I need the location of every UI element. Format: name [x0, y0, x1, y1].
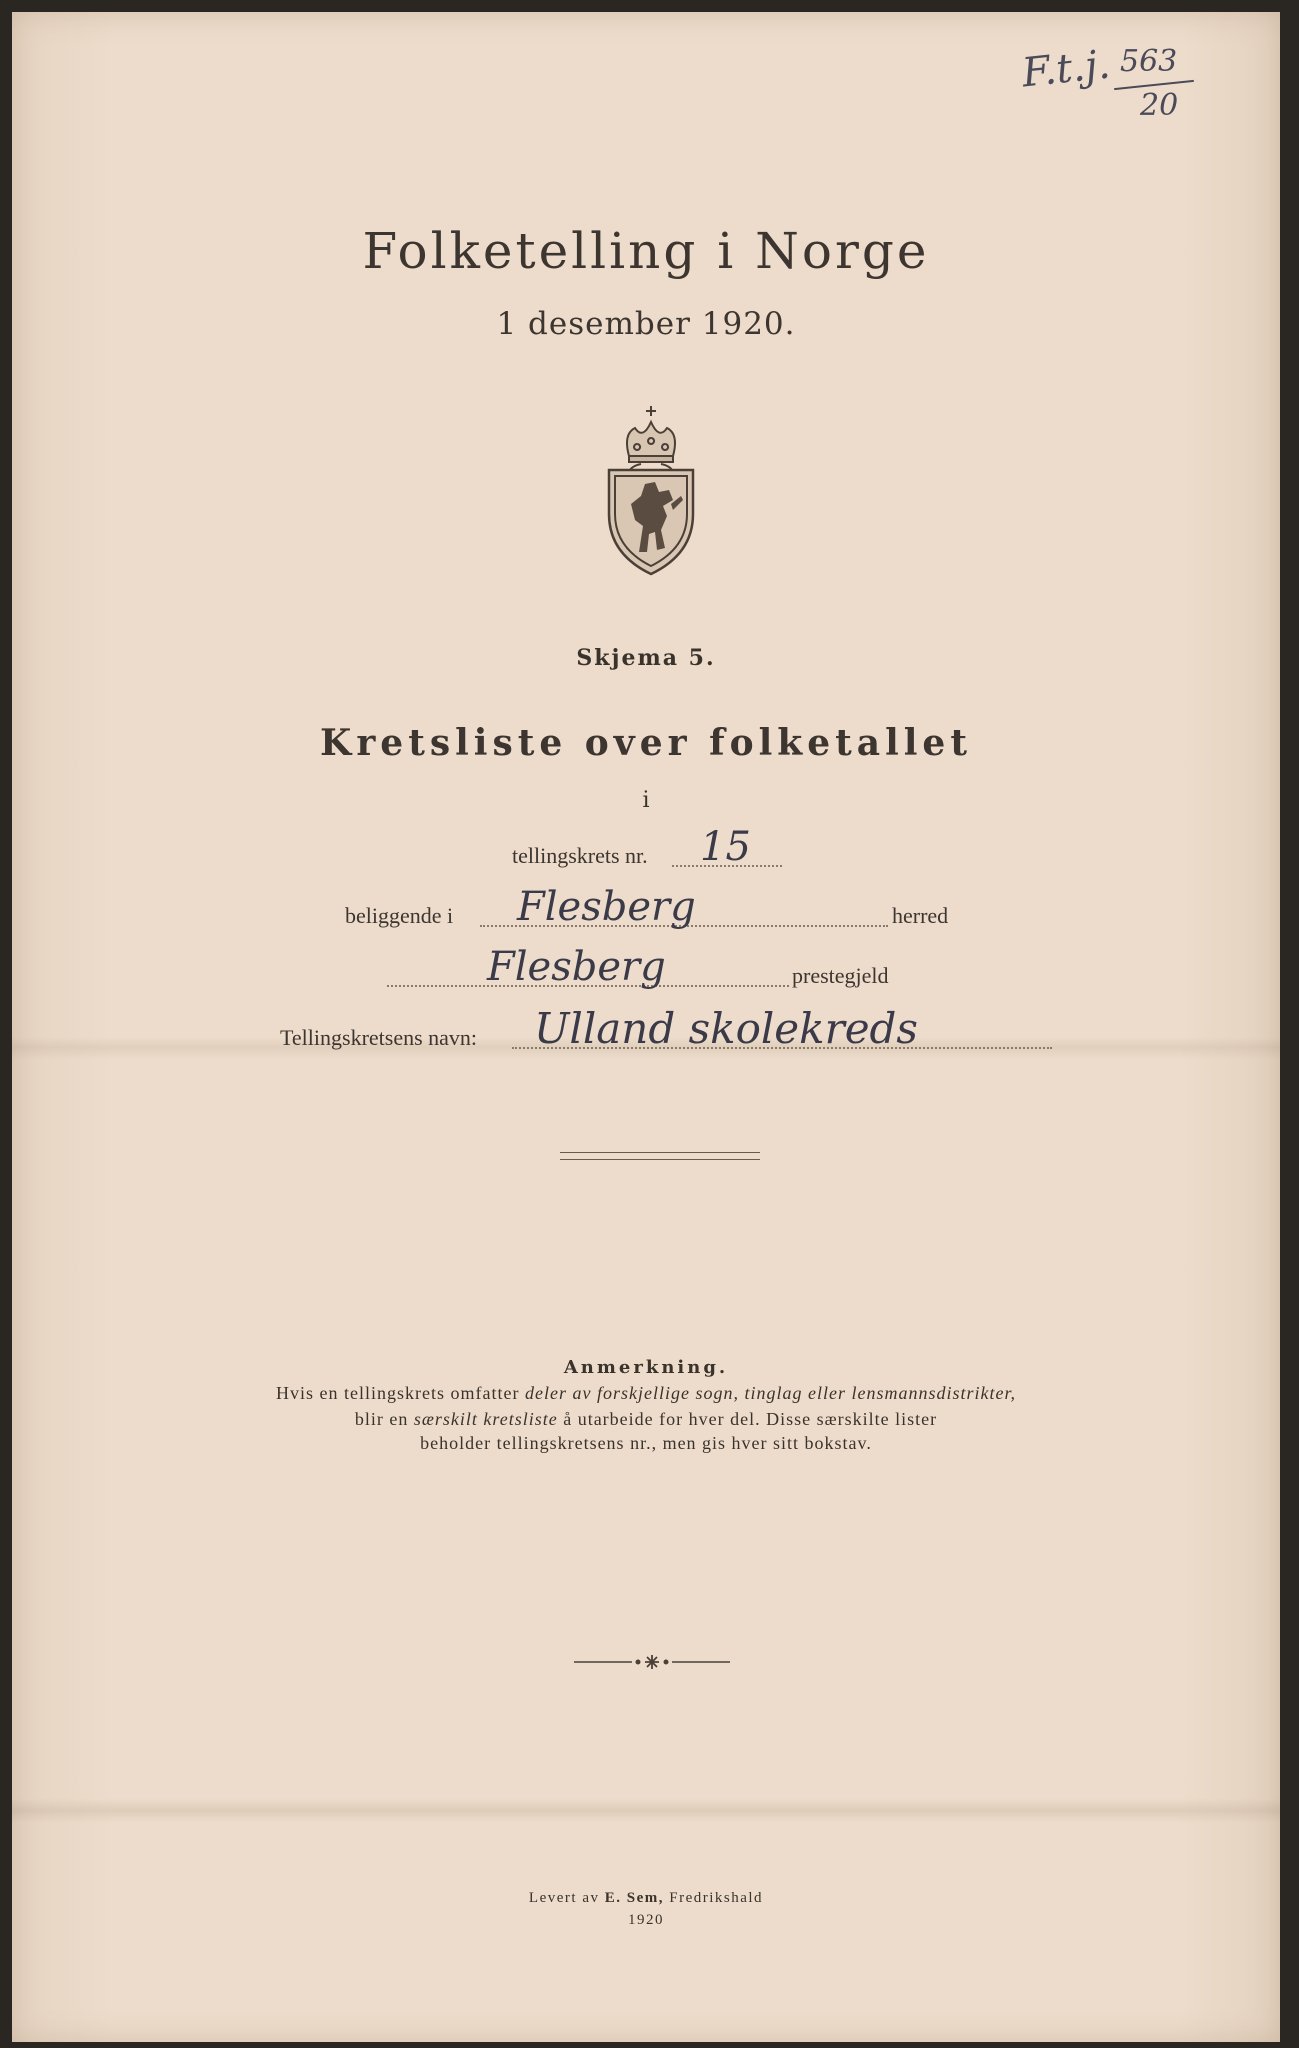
herred-suffix: herred [892, 903, 949, 928]
preposition-i: i [642, 788, 650, 813]
archive-reference [1019, 40, 1202, 123]
census-date: 1 desember 1920. [496, 306, 796, 342]
archive-ref-numerator: 563 [1120, 44, 1178, 79]
district-number-value[interactable]: 15 [700, 824, 751, 870]
census-form-page [12, 12, 1280, 2042]
coat-of-arms-icon [601, 404, 701, 576]
note-line-1-emphasis: deler av forskjellige sogn, tinglag eller lensmannsdistrikter, [525, 1383, 1016, 1403]
ornament-divider-icon [572, 1652, 732, 1672]
located-in-value[interactable]: Flesberg [517, 884, 696, 930]
note-line-2-text-a: blir en [354, 1409, 414, 1429]
page-title: Folketelling i Norge [362, 222, 930, 280]
printer-place: Fredrikshald [663, 1890, 764, 1906]
district-name-value[interactable]: Ulland skolekreds [534, 1004, 918, 1053]
section-divider [560, 1152, 760, 1160]
printer-credit [12, 1890, 1280, 1907]
prestegjeld-suffix: prestegjeld [792, 963, 889, 988]
located-in-label: beliggende i [345, 903, 454, 928]
note-line-2 [12, 1409, 1280, 1430]
list-title: Kretsliste over folketallet [320, 722, 972, 764]
note-title: Anmerkning. [563, 1357, 729, 1378]
note-line-1 [12, 1383, 1280, 1404]
print-year: 1920 [628, 1912, 664, 1928]
note-line-3: beholder tellingskretsens nr., men gis hver sitt bokstav. [420, 1433, 872, 1453]
note-line-2-text-b: å utarbeide for hver del. Disse særskilte lister [557, 1409, 938, 1429]
archive-ref-prefix: F.t.j. [1019, 41, 1113, 97]
archive-ref-denominator: 20 [1140, 88, 1179, 123]
note-line-1-text: Hvis en tellingskrets omfatter [276, 1383, 525, 1403]
printer-prefix: Levert av [528, 1890, 605, 1906]
parish-value[interactable]: Flesberg [487, 944, 666, 990]
schema-number: Skjema 5. [576, 645, 716, 671]
printer-name: E. Sem, [604, 1890, 664, 1906]
district-number-label: tellingskrets nr. [512, 843, 648, 868]
district-name-label: Tellingskretsens navn: [280, 1025, 478, 1050]
note-line-2-emphasis: særskilt kretsliste [413, 1409, 558, 1429]
